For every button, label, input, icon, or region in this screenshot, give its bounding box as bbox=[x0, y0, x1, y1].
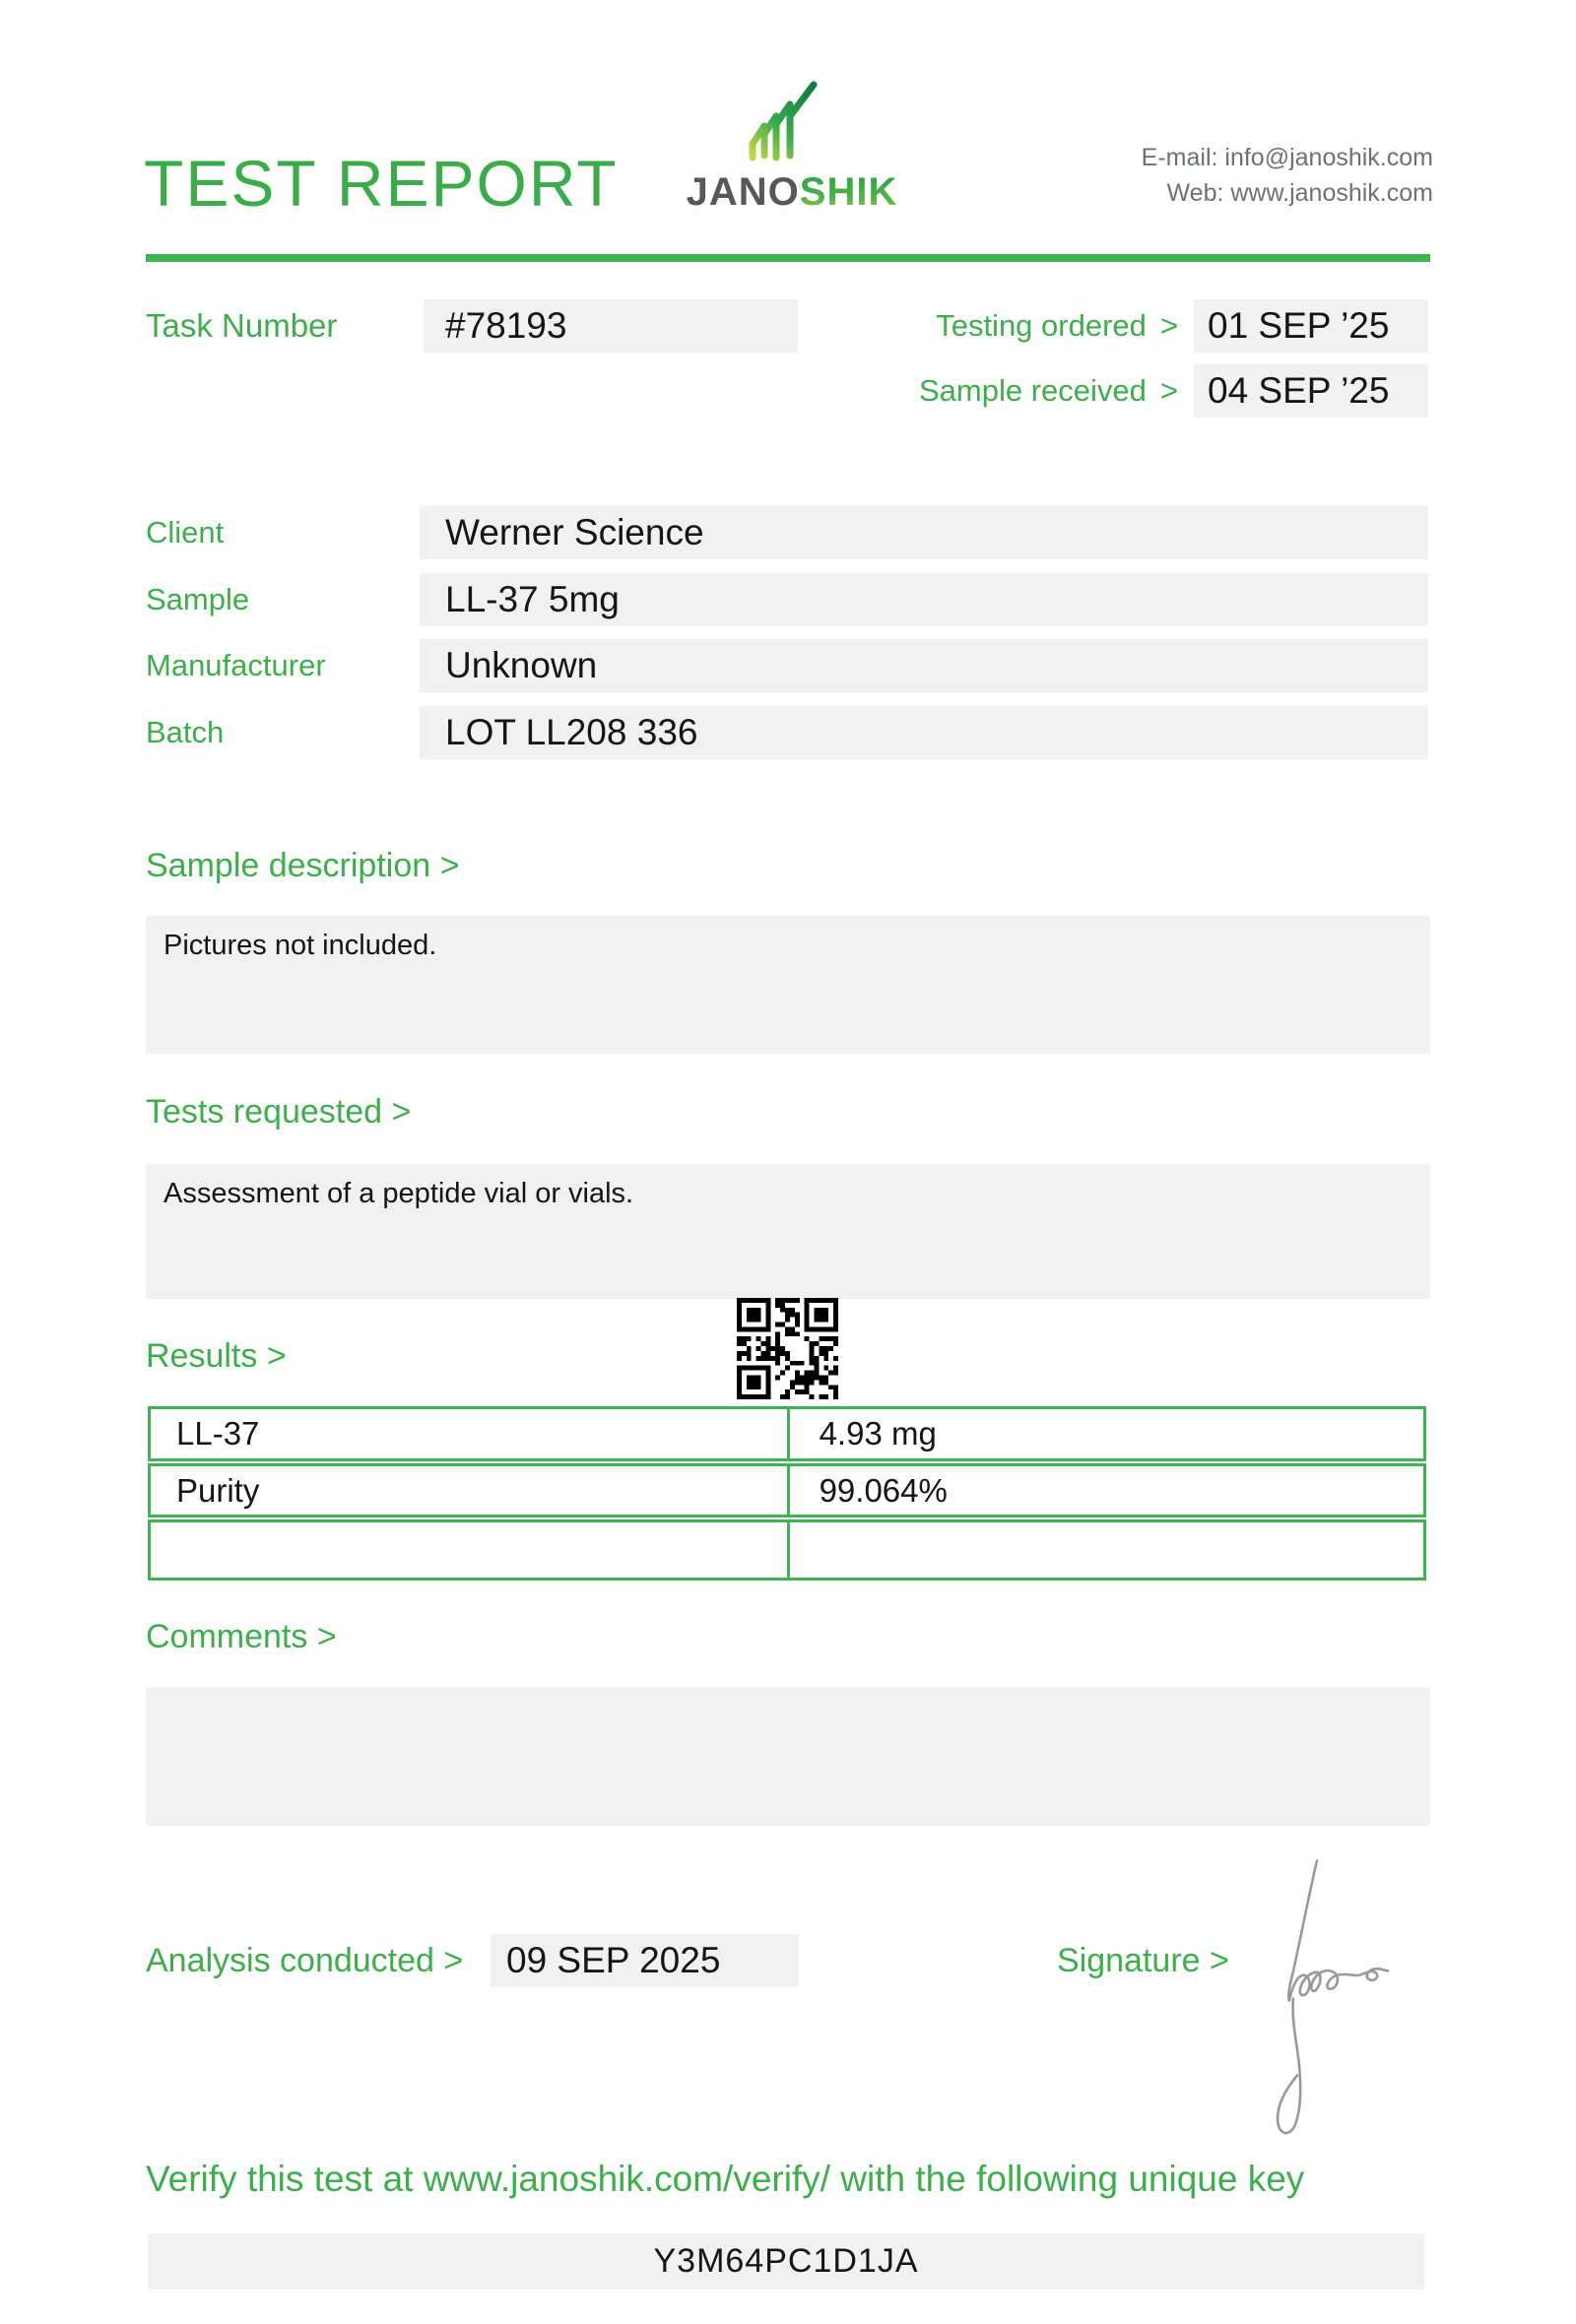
sample-description-text: Pictures not included. bbox=[164, 930, 437, 961]
verify-key-value: Y3M64PC1D1JA bbox=[653, 2242, 919, 2280]
client-label: Client bbox=[146, 515, 225, 549]
tests-requested-text: Assessment of a peptide vial or vials. bbox=[164, 1178, 634, 1209]
testing-ordered-field bbox=[1194, 299, 1428, 353]
client-value: Werner Science bbox=[420, 506, 1428, 559]
table-row bbox=[148, 1406, 1426, 1461]
results-heading: Results > bbox=[146, 1337, 287, 1375]
analysis-conducted-label: Analysis conducted > bbox=[146, 1942, 464, 1979]
testing-ordered-value: 01 SEP ’25 bbox=[1208, 305, 1390, 346]
result-value bbox=[790, 1522, 1423, 1578]
result-name: LL-37 bbox=[151, 1409, 790, 1458]
task-number-field bbox=[424, 299, 798, 353]
info-row-batch bbox=[146, 706, 1428, 759]
tests-requested-box bbox=[146, 1164, 1430, 1299]
sample-received-row bbox=[886, 364, 1428, 418]
task-number-label: Task Number bbox=[146, 307, 338, 344]
info-row-client bbox=[146, 506, 1428, 559]
contact-email-line: E-mail: info@janoshik.com bbox=[1141, 144, 1433, 171]
result-name bbox=[151, 1522, 790, 1578]
tests-requested-heading: Tests requested > bbox=[146, 1093, 412, 1130]
result-value: 4.93 mg bbox=[819, 1415, 937, 1452]
contact-block bbox=[1142, 140, 1433, 211]
analysis-date-field bbox=[491, 1934, 799, 1987]
testing-ordered-arrow: > bbox=[1159, 308, 1178, 343]
table-row bbox=[148, 1519, 1426, 1581]
batch-label: Batch bbox=[146, 715, 225, 749]
sample-received-field bbox=[1194, 364, 1428, 418]
signature-image bbox=[1264, 1832, 1407, 2142]
sample-received-arrow: > bbox=[1159, 373, 1178, 408]
sample-description-box bbox=[146, 916, 1430, 1054]
manufacturer-value: Unknown bbox=[420, 639, 1428, 692]
testing-ordered-label: Testing ordered bbox=[936, 308, 1147, 343]
signature-label: Signature > bbox=[1057, 1942, 1229, 1979]
sample-received-label: Sample received bbox=[918, 373, 1147, 408]
table-row bbox=[148, 1463, 1426, 1517]
analysis-date-value: 09 SEP 2025 bbox=[506, 1940, 721, 1980]
chart-peaks-icon bbox=[753, 85, 814, 158]
qr-code bbox=[737, 1298, 838, 1399]
verify-heading: Verify this test at www.janoshik.com/verify/ with the following unique key bbox=[146, 2159, 1305, 2199]
contact-web-line: Web: www.janoshik.com bbox=[1166, 179, 1433, 207]
testing-ordered-row bbox=[886, 299, 1428, 353]
header-divider bbox=[146, 254, 1430, 262]
page-title: TEST REPORT bbox=[144, 147, 619, 220]
info-row-sample bbox=[146, 573, 1428, 626]
manufacturer-label: Manufacturer bbox=[146, 648, 326, 682]
result-name: Purity bbox=[151, 1466, 790, 1515]
task-number-value: #78193 bbox=[445, 305, 567, 346]
sample-description-heading: Sample description > bbox=[146, 847, 460, 884]
batch-value: LOT LL208 336 bbox=[420, 706, 1428, 759]
logo-text bbox=[687, 170, 898, 214]
sample-received-value: 04 SEP ’25 bbox=[1208, 370, 1390, 411]
verify-key-box bbox=[148, 2233, 1424, 2290]
info-row-manufacturer bbox=[146, 639, 1428, 692]
logo-word-jano: JANO bbox=[686, 170, 800, 214]
sample-value: LL-37 5mg bbox=[420, 573, 1428, 626]
janoshik-logo bbox=[674, 71, 910, 219]
sample-label: Sample bbox=[146, 582, 250, 616]
result-value: 99.064% bbox=[819, 1471, 948, 1509]
comments-box bbox=[146, 1688, 1430, 1826]
comments-heading: Comments > bbox=[146, 1618, 337, 1655]
logo-word-shik: SHIK bbox=[799, 170, 898, 214]
results-table bbox=[148, 1406, 1426, 1582]
